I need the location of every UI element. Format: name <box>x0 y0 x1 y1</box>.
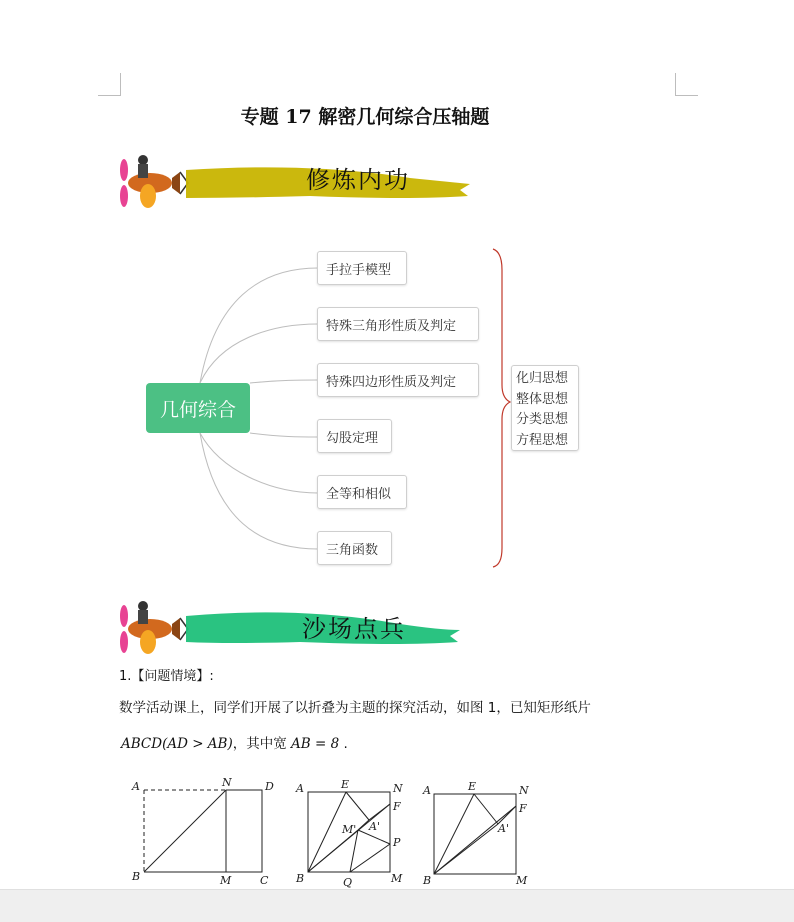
figure-1 <box>144 790 262 872</box>
fig3-label: F <box>519 802 527 815</box>
fig2-label: A <box>296 782 304 795</box>
fig3-label: B <box>423 874 432 887</box>
fig2-label: F <box>393 800 401 813</box>
question-heading: 1.【问题情境】: <box>119 669 214 684</box>
brace <box>493 249 510 567</box>
fig1-label: A <box>132 780 140 793</box>
formula-main: ABCD(AD > AB) <box>121 736 233 752</box>
fig3-label: A' <box>498 822 509 835</box>
banner-title: 修炼内功 <box>306 166 410 194</box>
mindmap-branch: 全等和相似 <box>317 475 407 509</box>
formula-end: . <box>339 736 348 752</box>
mindmap-branch: 特殊四边形性质及判定 <box>317 363 479 397</box>
viewer-bottom-bar <box>0 889 794 922</box>
document-title: 专题 17 解密几何综合压轴题 <box>240 106 490 128</box>
fig2-label: B <box>296 872 305 885</box>
mindmap-branch: 手拉手模型 <box>317 251 407 285</box>
fig1-label: C <box>260 874 269 887</box>
fig2-label: M' <box>342 823 357 836</box>
fig1-label: N <box>222 776 232 789</box>
banner-airplane-2 <box>110 596 490 666</box>
mindmap-branch: 三角函数 <box>317 531 392 565</box>
geometry-figures <box>118 774 548 890</box>
fig1-label: M <box>220 874 232 887</box>
fig3-label: E <box>468 780 477 793</box>
mindmap-branch: 勾股定理 <box>317 419 392 453</box>
method-item: 分类思想 <box>516 412 569 427</box>
banner-title: 沙场点兵 <box>302 615 406 643</box>
fig2-label: A' <box>369 820 380 833</box>
fig2-label: P <box>393 836 401 849</box>
method-item: 化归思想 <box>516 371 569 386</box>
fig2-label: M <box>391 872 403 885</box>
fig3-label: A <box>423 784 431 797</box>
fig3-label: M <box>516 874 528 887</box>
fig1-label: B <box>132 870 141 883</box>
mindmap-center: 几何综合 <box>146 383 250 433</box>
formula-eq: AB = 8 <box>291 736 340 752</box>
question-formula <box>121 732 348 752</box>
fig2-label: E <box>341 778 350 791</box>
mindmap-methods <box>511 365 579 451</box>
fig2-label: N <box>393 782 403 795</box>
method-item: 整体思想 <box>516 391 569 407</box>
fig1-label: D <box>265 780 274 793</box>
question-body: 数学活动课上，同学们开展了以折叠为主题的探究活动，如图 1，已知矩形纸片 <box>119 700 591 716</box>
fig2-label: Q <box>343 876 353 889</box>
fig3-label: N <box>519 784 529 797</box>
mindmap-branch: 特殊三角形性质及判定 <box>317 307 479 341</box>
method-item: 方程思想 <box>516 432 569 448</box>
formula-text: ，其中宽 <box>232 736 292 752</box>
airplane-icon <box>120 601 188 654</box>
